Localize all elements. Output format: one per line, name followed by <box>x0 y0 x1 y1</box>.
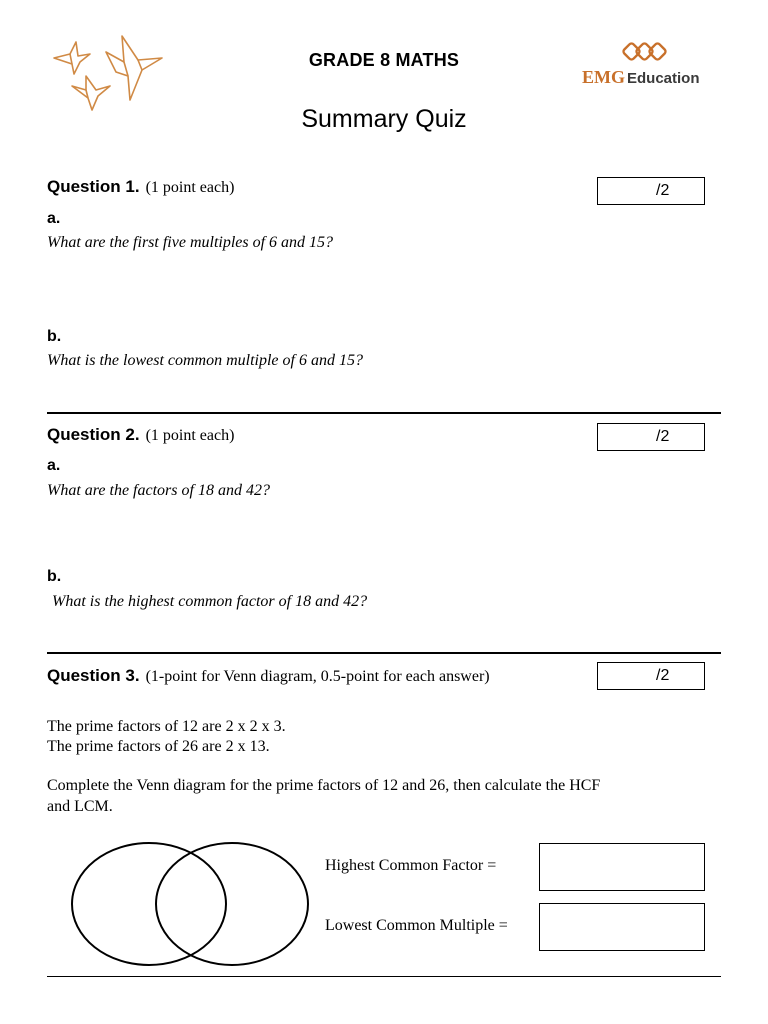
question-1-number: Question 1. <box>47 177 140 196</box>
question-1b-prompt: What is the lowest common multiple of 6 and 15? <box>47 352 363 369</box>
question-2-number: Question 2. <box>47 425 140 444</box>
hcf-answer-box[interactable] <box>539 843 705 891</box>
grade-title: GRADE 8 MATHS <box>308 50 460 70</box>
emg-education-logo <box>582 40 712 90</box>
question-3-score: /2 <box>656 667 670 684</box>
question-3-points: (1-point for Venn diagram, 0.5-point for each answer) <box>145 668 490 685</box>
question-1b-label: b. <box>47 328 62 345</box>
question-2-header <box>47 425 234 445</box>
prime-factors-26: The prime factors of 26 are 2 x 13. <box>47 738 270 755</box>
question-1-header <box>47 177 234 197</box>
question-2b-label: b. <box>47 568 62 585</box>
question-2-score-box[interactable] <box>597 423 705 451</box>
question-2b-prompt: What is the highest common factor of 18 and 42? <box>52 593 368 610</box>
section-divider <box>47 412 721 414</box>
question-1a-prompt: What are the first five multiples of 6 and 15? <box>47 234 334 251</box>
prime-factors-12: The prime factors of 12 are 2 x 2 x 3. <box>47 718 286 735</box>
hcf-label: Highest Common Factor = <box>325 857 497 874</box>
question-1-score: /2 <box>656 182 670 199</box>
question-2-points: (1 point each) <box>145 427 235 444</box>
section-divider <box>47 652 721 654</box>
venn-circle-12[interactable] <box>72 843 226 965</box>
instruction-line-2: and LCM. <box>47 798 113 815</box>
question-3-header <box>47 666 490 686</box>
venn-diagram[interactable] <box>66 841 312 971</box>
question-3-number: Question 3. <box>47 666 140 685</box>
section-divider <box>47 976 721 977</box>
emg-logo-mark-icon <box>622 40 668 64</box>
question-2a-prompt: What are the factors of 18 and 42? <box>47 482 270 499</box>
question-2a-label: a. <box>47 457 61 474</box>
venn-circle-26[interactable] <box>156 843 308 965</box>
origami-birds-logo <box>50 32 168 114</box>
logo-emg-text: EMG <box>582 67 625 87</box>
lcm-label: Lowest Common Multiple = <box>325 917 508 934</box>
instruction-line-1: Complete the Venn diagram for the prime factors of 12 and 26, then calculate the HCF <box>47 777 601 794</box>
question-1-points: (1 point each) <box>145 179 235 196</box>
question-2-score: /2 <box>656 428 670 445</box>
page-title: Summary Quiz <box>301 105 467 133</box>
lcm-answer-box[interactable] <box>539 903 705 951</box>
question-1a-label: a. <box>47 210 61 227</box>
question-3-score-box[interactable] <box>597 662 705 690</box>
question-1-score-box[interactable] <box>597 177 705 205</box>
logo-education-text: Education <box>627 70 700 87</box>
